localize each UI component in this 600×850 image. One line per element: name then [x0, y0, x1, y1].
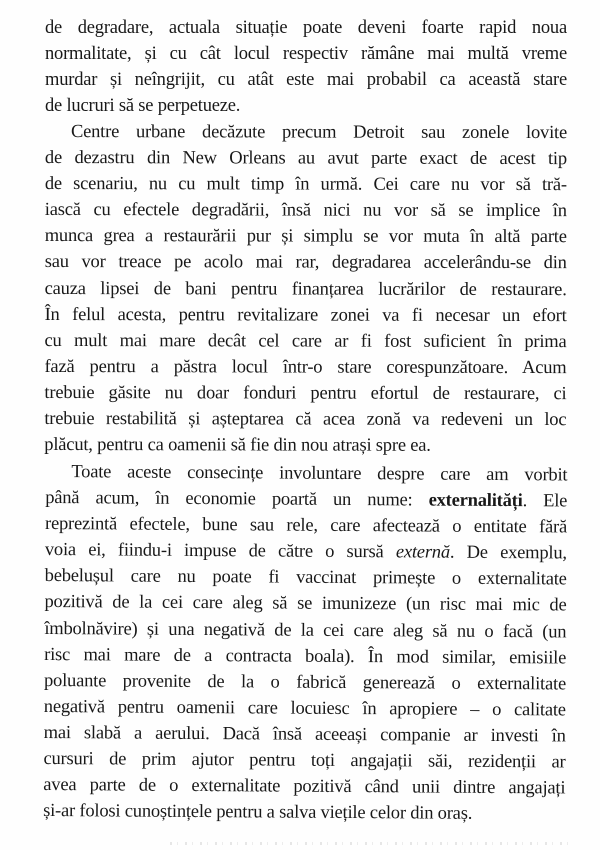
text-line: avea parte de o externalitate pozitivă când unii dintre angajați	[43, 774, 566, 799]
text-line: și-ar folosi cunoștințele pentru a salva viețile celor din oraș.	[43, 800, 473, 824]
text-line: murdar și neîngrijit, cu atât este mai probabil ca această stare	[45, 70, 567, 91]
paragraph-continuation	[45, 15, 567, 119]
text-line: fază pentru a păstra locul într-o stare corespunzătoare. Acum	[44, 357, 567, 379]
text-line: iască cu efectele degradării, însă nici nu vor să se implice în	[44, 200, 567, 222]
text-line: negativă pentru oamenii care locuiesc în apropiere – o calitate	[43, 696, 566, 720]
text-line: de degradare, actuala situație poate deveni foarte rapid noua	[45, 18, 567, 38]
text-line: mai slabă a aerului. Dacă însă aceeași companie ar investi în	[43, 722, 566, 746]
text-line: munca grea a restaurării pur și simplu se vor muta în altă parte	[44, 226, 567, 248]
text-line: până acum, în economie poartă un nume: externalități. Ele	[45, 487, 568, 512]
text-line: risc mai mare de a contracta boala). În mod similar, emisiile	[44, 644, 567, 668]
text-line: Toate aceste consecințe involuntare despre care am vorbit	[71, 461, 568, 486]
text-line: reprezintă efectele, bune sau rele, care afectează o entitate fără	[44, 513, 568, 538]
text-line: de scenariu, nu cu mult timp în urmă. Cei care nu vor să tră-	[44, 174, 567, 196]
text-line: normalitate, și cu cât locul respectiv rămâne mai multă vreme	[45, 44, 567, 65]
text-line: bebelușul care nu poate fi vaccinat primește o externalitate	[44, 565, 567, 590]
text-line: cursuri de prim ajutor pentru toți angajații săi, rezidenții ar	[43, 748, 566, 773]
text-line: cu mult mai mare decât cel care ar fi fost suficient în prima	[44, 331, 567, 353]
paragraph-externalities	[43, 459, 567, 828]
text-line: trebuie găsite nu doar fonduri pentru efortul de restaurare, ci	[44, 383, 567, 405]
text-line: trebuie restabilită și așteptarea că acea zonă va redeveni un loc	[44, 409, 567, 431]
text-line: de lucruri să se perpetueze.	[45, 96, 241, 117]
text-line: cauza lipsei de bani pentru finanțarea lucrărilor de restaurare.	[44, 278, 567, 301]
text-line: În felul acesta, pentru revitalizare zonei va fi necesar un efort	[44, 305, 567, 327]
text-line: sau vor treace pe acolo mai rar, degradarea accelerându-se din	[44, 252, 567, 274]
text-line: Centre urbane decăzute precum Detroit sau zonele lovite	[70, 122, 567, 144]
text-line: de dezastru din New Orleans au avut parte exact de acest tip	[44, 148, 567, 170]
text-line: poluante provenite de la o fabrică generează o externalitate	[43, 670, 567, 694]
text-line: îmbolnăvire) și una negativă de la cei care aleg să nu o facă (un	[44, 618, 567, 642]
scan-noise-artifact	[170, 842, 570, 845]
text-line: voia ei, fiindu-i impuse de către o sursă externă. De exemplu,	[44, 539, 567, 564]
paragraph-detroit-example	[44, 119, 567, 459]
text-line: plăcut, pentru ca oamenii să fie din nou atrași spre ea.	[44, 435, 431, 457]
text-line: pozitivă de la cei care aleg să se imunizeze (un risc mai mic de	[44, 592, 567, 616]
